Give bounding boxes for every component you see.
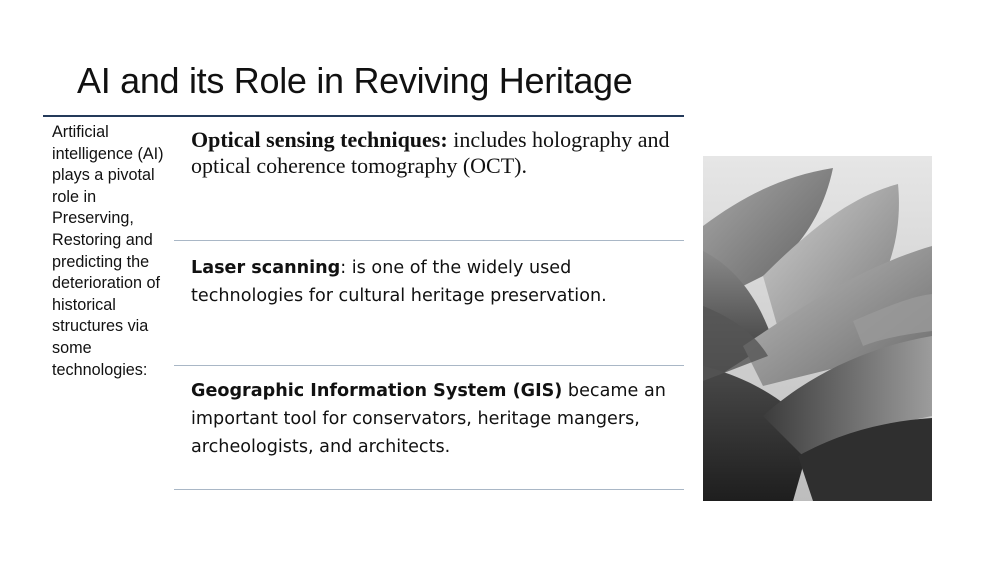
list-item-optical-sensing xyxy=(174,117,684,241)
intro-text: Artificial intelligence (AI) plays a pivotal role in Preserving, Restoring and predicting the deterioration of historical structures via some technologies: xyxy=(52,123,164,379)
abstract-paper-illustration xyxy=(703,156,932,501)
abstract-paper-image xyxy=(703,156,932,501)
list-item-heading: Laser scanning xyxy=(191,258,341,278)
list-item-text: includes holography and optical coherence tomography (OCT). xyxy=(191,127,670,178)
slide-title: AI and its Role in Reviving Heritage xyxy=(77,60,633,101)
list-item-content xyxy=(191,127,681,179)
list-item-heading: Optical sensing techniques: xyxy=(191,127,448,152)
list-item-heading: Geographic Information System (GIS) xyxy=(191,381,563,401)
list-item-gis xyxy=(174,366,684,490)
list-item-content xyxy=(191,377,681,461)
list-item-text: : is one of the widely used technologies for cultural heritage preservation. xyxy=(191,258,607,306)
list-item-text: became an important tool for conservators, heritage mangers, archeologists, and architects. xyxy=(191,381,666,457)
list-item-content xyxy=(191,254,681,310)
list-item-laser-scanning xyxy=(174,241,684,366)
